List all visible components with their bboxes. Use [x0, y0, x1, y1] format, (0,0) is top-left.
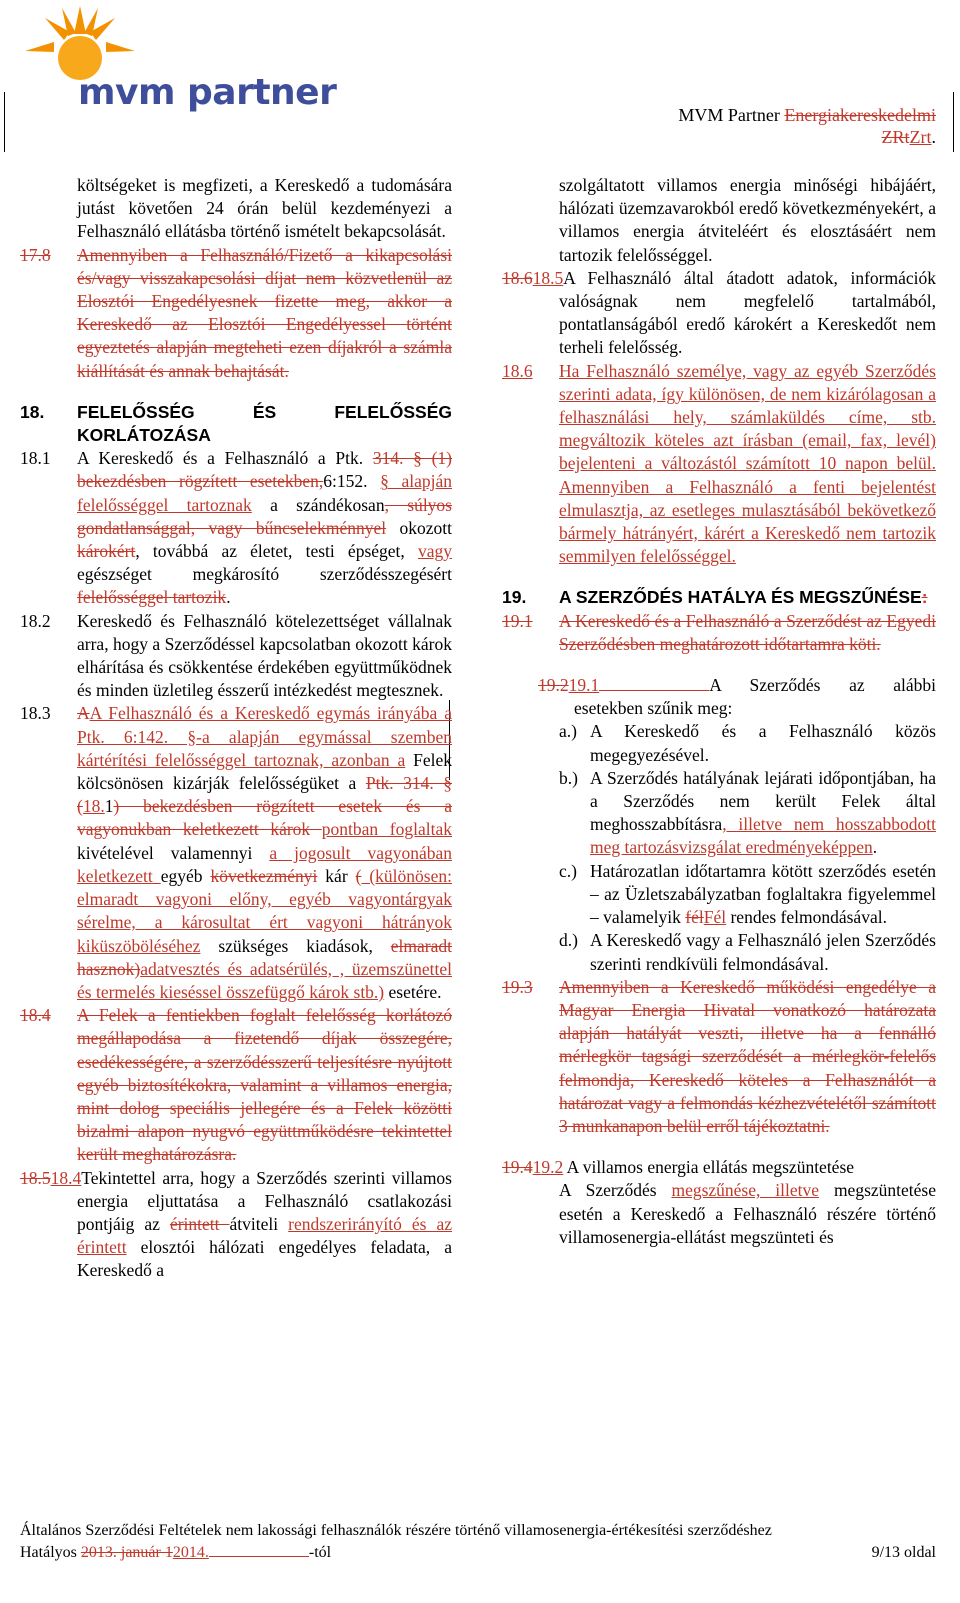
inserted-tab [209, 1542, 309, 1557]
company-header: MVM Partner Energiakereskedelmi ZRtZrt. [678, 105, 936, 147]
logo-wordmark: mvm partner [78, 72, 337, 113]
footer-effective: Hatályos 2013. január 12014. -tól [20, 1544, 332, 1561]
item-b: b.) A Szerződés hatályának lejárati időpontjában, ha a Szerződés nem került Felek által meghosszabbításra, illetve nem hosszabbodott meg tartozásvizsgálat eredményeképpen. [559, 767, 936, 858]
left-column [20, 174, 452, 1283]
clause-18-2: 18.2 Kereskedő és Felhasználó kötelezettséget vállalnak arra, hogy a Szerződéssel kapcsolatban okozott károk elhárítása és csökkentése érdekében együttműködnek és minden üzletileg ésszerű intézkedést megtesznek. [20, 610, 452, 701]
inserted-tab [599, 676, 709, 691]
mvm-partner-logo [20, 6, 337, 116]
clause-18-5: 18.518.4Tekintettel arra, hogy a Szerződés szerinti villamos energia eljuttatása a Felhasználó csatlakozási pontjáig az érintett átviteli rendszerirányító és az érintett elosztói hálózati engedélyes feladata, a Kereskedő a [20, 1167, 453, 1281]
clause-18-5-right: 18.618.5A Felhasználó által átadott adatok, információk valóságnak nem megfelelő tartalmából, pontatlanságából eredő károkért a Kereskedőt nem terheli felelősség. [502, 267, 936, 358]
item-a: a.) A Kereskedő és a Felhasználó közös megegyezésével. [559, 721, 936, 765]
margin-bar [4, 92, 5, 152]
section-19-heading: 19. A SZERZŐDÉS HATÁLYA ÉS MEGSZŰNÉSE: [502, 587, 928, 608]
paragraph: költségeket is megfizeti, a Kereskedő a tudomására jutást követően 24 órán belül kezdeményezi a Felhasználó ellátásba történő ismételt bekapcsolását. [77, 175, 452, 242]
page-number: 9/13 oldal [871, 1544, 936, 1561]
clause-18-6: 18.6 Ha Felhasználó személye, vagy az egyéb Szerződés szerinti adata, így különösen, de nem kizárólagosan a felhasználási hely, számlaküldés címe, stb. megváltozik köteles azt írásban (email, fax, levél) bejelenteni a változástól számított 10 napon belül. Amennyiben a Felhasználó a fenti bejelentést elmulasztja, az esetleges mulasztásából bekövetkező bármely hátrányért, kárért a Kereskedő nem tartozik semmilyen felelősséggel. [502, 360, 936, 567]
footer-title: Általános Szerződési Feltételek nem lakossági felhasználók részére történő villamosenergia-értékesítési szerződéshez [20, 1522, 772, 1539]
section-18-heading: 18. FELELŐSSÉG ÉS FELELŐSSÉG KORLÁTOZÁSA [20, 401, 452, 446]
item-d: d.) A Kereskedő vagy a Felhasználó jelen Szerződés szerinti rendkívüli felmondásával. [559, 930, 936, 974]
clause-18-1: 18.1 A Kereskedő és a Felhasználó a Ptk. 314. § (1) bekezdésben rögzített esetekben,6:152. § alapján felelősséggel tartoznak a szándékosan, súlyos gondatlansággal, vagy bűncselekménnyel okozott károkért, továbbá az életet, testi épséget, vagy egészséget megkárosító szerződésszegésért felelősséggel tartozik. [20, 448, 453, 608]
clause-19-1: 19.1 A Kereskedő és a Felhasználó a Szerződést az Egyedi Szerződésben meghatározott időtartamra köti. [502, 610, 936, 654]
margin-bar [953, 92, 954, 152]
clause-17-8: 17.8 Amennyiben a Felhasználó/Fizető a kikapcsolási és/vagy visszakapcsolási díjat nem közvetlenül az Elosztói Engedélyesnek fizette meg, akkor a Kereskedő az Elosztói Engedélyessel történt egyeztetés alapján megteheti ezen díjakról a számla kiállítását és annak behajtását. [20, 244, 452, 381]
right-column [502, 174, 936, 1249]
item-c: c.) Határozatlan időtartamra kötött szerződés esetén – az Üzletszabályzatban foglaltakra figyelemmel – valamelyik félFél rendes felmondásával. [559, 860, 936, 928]
clause-19-2: 19.219.1 A Szerződés az alábbi esetekben szűnik meg: [538, 675, 936, 719]
clause-18-4: 18.4 A Felek a fentiekben foglalt felelősség korlátozó megállapodása a fizetendő díjak összegére, esedékességére, a szerződésszerű teljesítésre nyújtott egyéb biztosítékokra, valamint a villamos energia, mint dolog speciális jellegére és a Felek közötti bizalmi alapon nyugvó együttműködésre tekintettel került meghatározásra. [20, 1005, 452, 1165]
clause-19-3: 19.3 Amennyiben a Kereskedő működési engedélye a Magyar Energia Hivatal vonatkozó határozata alapján hatályát veszti, illetve ha a fennálló mérlegkör tagsági szerződését a mérlegkör-felelős felmondja, Kereskedő köteles a Felhasználót a határozat vagy a felmondás kézhezvételétől számított 3 munkanapon belül erről tájékoztatni. [502, 976, 936, 1136]
page-footer [20, 1520, 936, 1564]
clause-19-2-body: A Szerződés megszűnése, illetve megszüntetése esetén a Kereskedő a Felhasználó részére történő villamosenergia-ellátást megszünteti és [559, 1180, 936, 1247]
paragraph: szolgáltatott villamos energia minőségi hibájáért, hálózati üzemzavarokból eredő következményekért, a villamos energia átviteléért és elosztásáért nem tartozik felelősséggel. [559, 175, 936, 265]
clause-18-3: 18.3 AA Felhasználó és a Kereskedő egymás irányába a Ptk. 6:142. §-a alapján egymással szemben kártérítési felelősséggel tartoznak, azonban a Felek kölcsönösen kizárják felelősségüket a Ptk. 314. § (18.1) bekezdésben rögzített esetek és a vagyonukban keletkezett károk pontban foglaltak kivételével valamennyi a jogosult vagyonában keletkezett egyéb következményi kár ( (különösen: elmaradt vagyoni előny, egyéb vagyontárgyak sérelme, a károsultat ért vagyoni hátrányok kiküszöböléséhez szükséges kiadások, elmaradt hasznok)adatvesztés és adatsérülés, , üzemszünettel és termelés kieséssel összefüggő károk stb.) esetére. [20, 703, 452, 1002]
clause-19-4: 19.419.2 A villamos energia ellátás megszüntetése [502, 1157, 855, 1178]
